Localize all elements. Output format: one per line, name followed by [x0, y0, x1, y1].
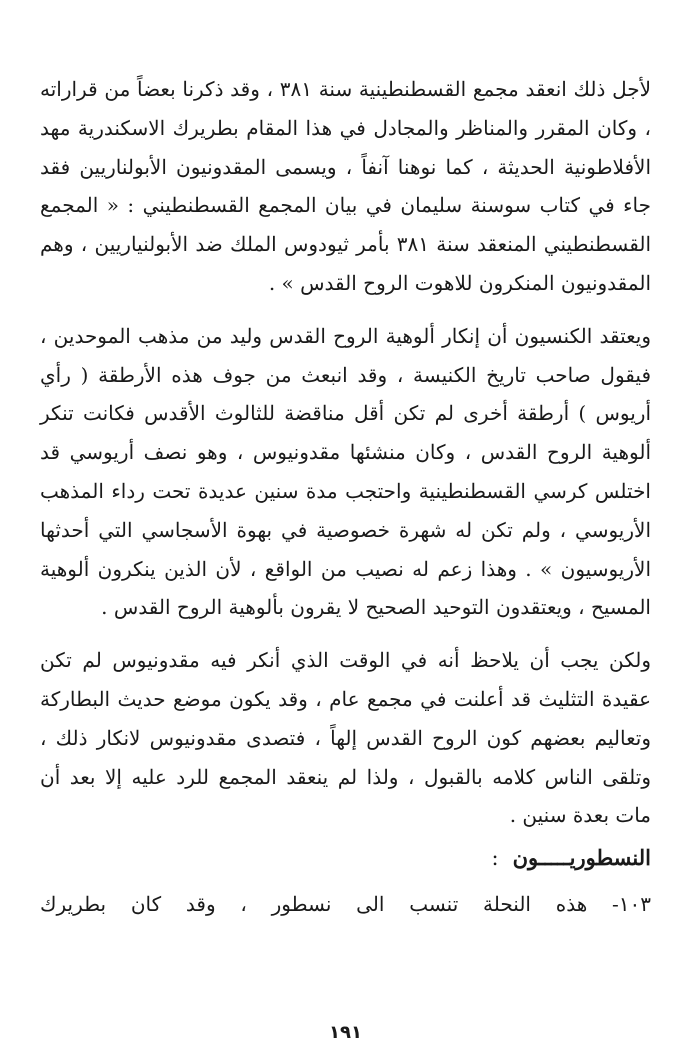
- section-heading: [40, 839, 651, 877]
- paragraph-gap: [40, 627, 651, 641]
- page-body: [40, 70, 651, 924]
- paragraph-nestorius-start: ١٠٣- هذه النحلة تنسب الى نسطور ، وقد كان بطريرك: [40, 892, 651, 917]
- paragraph-constantinople-council: لأجل ذلك انعقد مجمع القسطنطينية سنة ٣٨١ ، وقد ذكرنا بعضاً من قراراته ، وكان المقرر والمناظر والمجادل في هذا المقام بطريرك الاسكندرية مهد الأفلاطونية الحديثة ، كما نوهنا آنفاً ، ويسمى المقدونيون الأبولناريين فقد جاء في كتاب سوسنة سليمان في بيان المجمع القسطنطيني : « المجمع القسطنطيني المنعقد سنة ٣٨١ بأمر ثيودوس الملك ضد الأبولنياريين ، وهم المقدونيون المنكرون للاهوت الروح القدس » .: [40, 77, 652, 295]
- paragraph-macedonius: ولكن يجب أن يلاحظ أنه في الوقت الذي أنكر فيه مقدونيوس لم تكن عقيدة التثليث قد أعلنت في مجمع عام ، وقد يكون موضع حديث البطاركة وتعاليم بعضهم كون الروح القدس إلهاً ، فتصدى مقدونيوس لانكار ذلك ، وتلقى الناس كلامه بالقبول ، ولذا لم ينعقد المجمع للرد عليه إلا بعد أن مات بعدة سنين .: [40, 648, 651, 828]
- page-number: ١٩١: [329, 1022, 362, 1043]
- paragraph-denial-holy-spirit: ويعتقد الكنسيون أن إنكار ألوهية الروح القدس وليد من مذهب الموحدين ، فيقول صاحب تاريخ الكنيسة ، وقد انبعث من جوف هذه الأرطقة ( رأي أريوس ) أرطقة أخرى لم تكن أقل مناقضة للثالوث الأقدس فكانت تنكر ألوهية الروح القدس ، وكان منشئها مقدونيوس ، وهو نصف أريوسي قد اختلس كرسي القسطنطينية واحتجب مدة سنين عديدة تحت رداء المذهب الأريوسي ، ولم تكن له شهرة خصوصية في بهوة الأسجاسي التي أحدثها الأريوسيون » . وهذا زعم له نصيب من الواقع ، لأن الذين ينكرون ألوهية المسيح ، ويعتقدون التوحيد الصحيح لا يقرون بألوهية الروح القدس .: [40, 323, 651, 620]
- section-heading-colon: :: [491, 846, 499, 871]
- section-heading-title: النسطوريـــــون: [512, 845, 651, 871]
- paragraph-gap: [40, 303, 651, 317]
